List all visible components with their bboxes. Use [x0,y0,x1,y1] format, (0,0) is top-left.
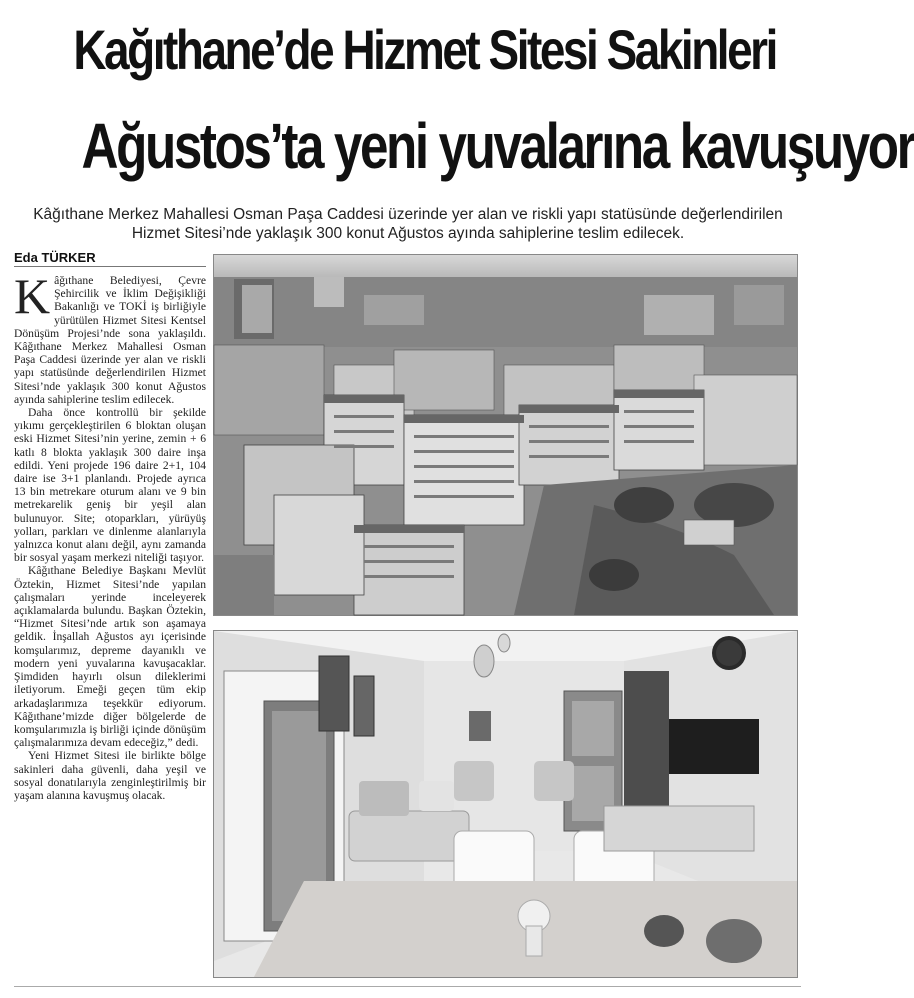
headline-line-2: Ağustos’ta yeni yuvalarına kavuşuyor [81,110,914,182]
headline-line-1: Kağıthane’de Hizmet Sitesi Sakinleri [73,18,776,81]
article-summary [8,205,808,243]
author-byline: Eda TÜRKER [14,250,96,265]
drop-cap: K [14,268,51,324]
aerial-photo [213,254,798,616]
article-paragraph-3: Kâğıthane Belediye Başkanı Mevlüt Öztekin, Hizmet Sitesi’nde yapılan çalışmaları yerinde inceleyerek açıklamalarda bulundu. Başkan Öztekin, “Hizmet Sitesi’nde artık son aşamaya geldik. İnşallah Ağustos ayı içerisinde komşularımız, depreme dayanıklı ve modern yeni yuvalarına kavuşacaklar. Şimdiden hayırlı olsun dileklerimi iletiyorum. Emeği geçen tüm ekip arkadaşlarımıza teşekkür ediyorum. Kâğıthane’mizde diğer bölgelerde de komşularımızla iş birliği içinde dönüşüm çalışmalarımıza devam edeceğiz,” dedi. [14,564,206,750]
page-bottom-divider [14,986,801,987]
article-paragraph-1 [14,268,206,406]
article-body [14,268,206,802]
article-paragraph-4: Yeni Hizmet Sitesi ile birlikte bölge sakinleri daha güvenli, daha yeşil ve sosyal donatılarıyla zenginleştirilmiş bir yaşam alanına kavuşmuş olacak. [14,749,206,802]
aerial-city-illustration [214,255,797,615]
byline-divider [14,266,206,267]
interior-photo [213,630,798,978]
summary-line-1: Kâğıthane Merkez Mahallesi Osman Paşa Caddesi üzerinde yer alan ve riskli yapı statüsünde değerlendirilen [33,206,783,223]
paragraph-1-text: âğıthane Belediyesi, Çevre Şehircilik ve İklim Değişikliği Bakanlığı ve TOKİ iş birliğiyle yürütülen Hizmet Sitesi Kentsel Dönüşüm Projesi’nde sona yaklaşıldı. Kâğıthane Merkez Mahallesi Osman Paşa Caddesi üzerinde yer alan ve riskli yapı statüsünde değerlendirilen Hizmet Sitesi’nde yaklaşık 300 konut Ağustos ayında sahiplerine teslim edilecek. [14,274,206,406]
living-room-illustration [214,631,797,977]
article-paragraph-2: Daha önce kontrollü bir şekilde yıkımı gerçekleştirilen 6 bloktan oluşan eski Hizmet Sitesi’nin yerine, zemin + 6 katlı 8 blokta yaklaşık 300 daire inşa edildi. Yeni projede 196 daire 2+1, 104 daire ise 3+1 planlandı. Projede ayrıca 13 bin metrekare oturum alanı ve 9 bin metrekarelik geniş bir yeşil alan bulunuyor. Site; otoparkları, yürüyüş yolları, parkları ve dinlenme alanlarıyla yalnızca konut alanı değil, aynı zamanda bir sosyal yaşam merkezi niteliği taşıyor. [14,406,206,565]
summary-line-2: Hizmet Sitesi’nde yaklaşık 300 konut Ağustos ayında sahiplerine teslim edilecek. [131,225,685,242]
